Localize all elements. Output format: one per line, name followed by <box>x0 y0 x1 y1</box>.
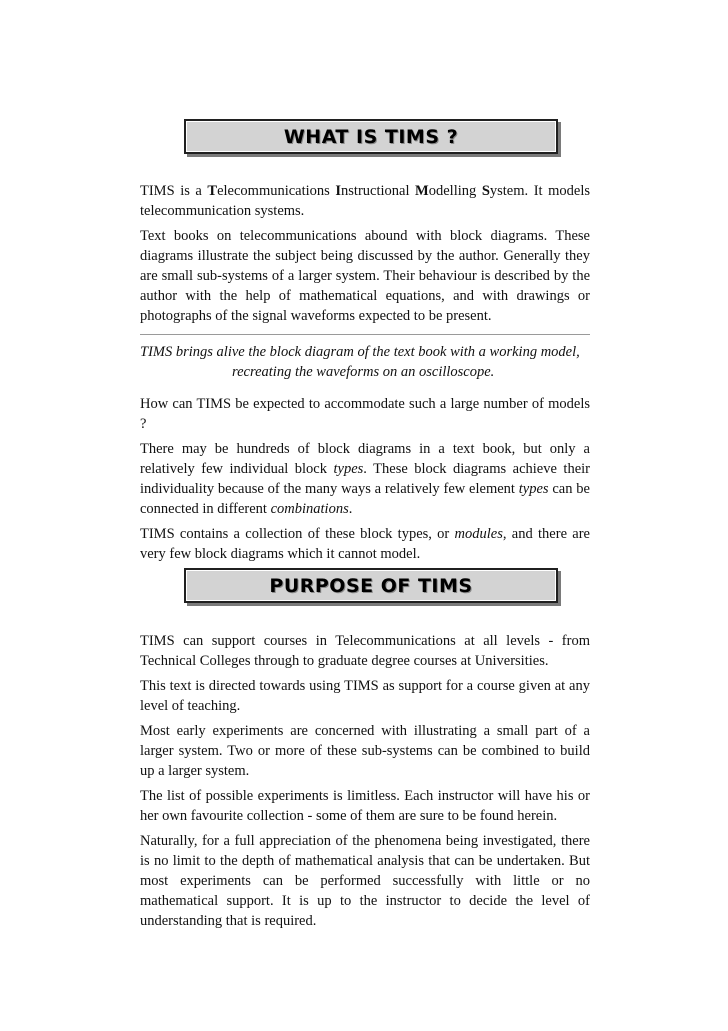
italic-run: types <box>518 481 549 497</box>
text-run: . These block diagrams achieve their individuality because of the many ways a relatively few element <box>140 461 590 497</box>
section-title: WHAT IS TIMS ? <box>283 125 459 148</box>
divider <box>140 334 590 335</box>
paragraph-modules <box>140 524 590 564</box>
paragraph-early-experiments: Most early experiments are concerned with illustrating a small part of a larger system. Two or more of these sub-systems can be combined to build up a larger system. <box>140 723 590 779</box>
quote-block <box>140 342 590 382</box>
italic-run: combinations <box>270 501 349 517</box>
text-run: elecommunications <box>217 183 336 199</box>
text-run: There may be hundreds of block diagrams in a text book, but only a relatively few individual block <box>140 441 590 477</box>
italic-run: modules <box>454 526 503 542</box>
bold-letter: S <box>481 183 490 199</box>
bold-letter: I <box>335 183 342 199</box>
section-banner-what-is-tims <box>184 119 558 154</box>
text-run: TIMS is a <box>140 183 208 199</box>
paragraph-courses: TIMS can support courses in Telecommunications at all levels - from Technical Colleges through to graduate degree courses at Universities. <box>140 633 590 669</box>
quote-line: recreating the waveforms on an oscilloscope. <box>232 364 495 380</box>
section-title: PURPOSE OF TIMS <box>269 574 473 597</box>
paragraph-how-can-tims: How can TIMS be expected to accommodate such a large number of models ? <box>140 396 590 432</box>
paragraph-list-limitless: The list of possible experiments is limitless. Each instructor will have his or her own favourite collection - some of them are sure to be found herein. <box>140 788 590 824</box>
text-run: odelling <box>428 183 482 199</box>
section-what-is-tims <box>140 181 590 569</box>
paragraph-directed: This text is directed towards using TIMS as support for a course given at any level of teaching. <box>140 678 590 714</box>
paragraph-tims-definition <box>140 181 590 221</box>
paragraph-block-types <box>140 439 590 519</box>
section-banner-purpose-of-tims <box>184 568 558 603</box>
text-run: , and there are very few block diagrams which it cannot model. <box>140 526 590 562</box>
paragraph-text-books: Text books on telecommunications abound with block diagrams. These diagrams illustrate the subject being discussed by the author. Generally they are small sub-systems of a larger system. Their behaviour is described by the author with the help of mathematical equations, and with drawings or photographs of the signal waveforms expected to be present. <box>140 228 590 324</box>
text-run: TIMS contains a collection of these block types, or <box>140 526 455 542</box>
text-run: . <box>348 501 353 517</box>
text-run: can be connected in different <box>140 481 590 517</box>
text-run: ystem. It models telecommunication systems. <box>140 183 590 219</box>
section-purpose-of-tims <box>140 631 590 936</box>
bold-letter: M <box>415 183 429 199</box>
paragraph-mathematical-analysis: Naturally, for a full appreciation of the phenomena being investigated, there is no limit to the depth of mathematical analysis that can be undertaken. But most experiments can be performed successfully with little or no mathematical support. It is up to the instructor to decide the level of understanding that is required. <box>140 833 590 929</box>
quote-line: TIMS brings alive the block diagram of the text book with a working model, <box>140 344 580 360</box>
text-run: nstructional <box>341 183 416 199</box>
bold-letter: T <box>207 183 218 199</box>
italic-run: types <box>333 461 364 477</box>
